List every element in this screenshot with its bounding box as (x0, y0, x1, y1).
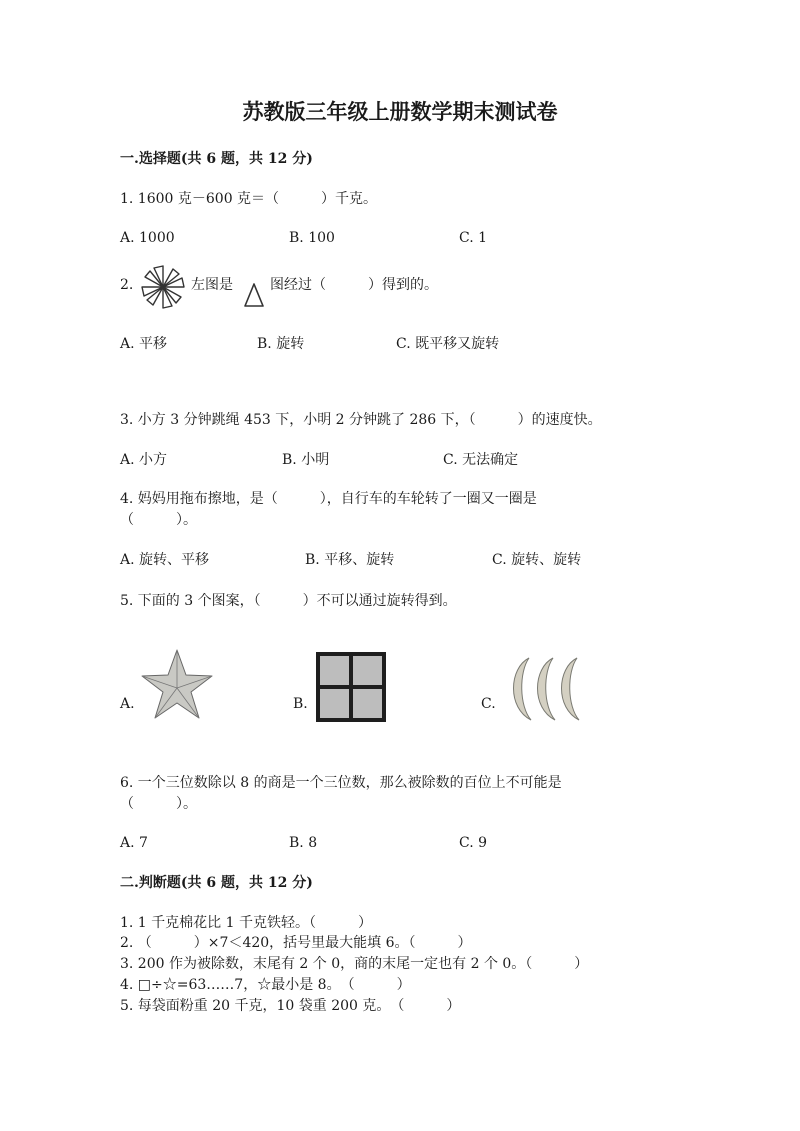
pinwheel-icon (140, 264, 186, 310)
q2-option-c: C. 既平移又旋转 (396, 336, 500, 352)
q3-option-c: C. 无法确定 (443, 452, 519, 468)
question-3: 3. 小方 3 分钟跳绳 453 下，小明 2 分钟跳了 286 下，（ ）的速度快。 (120, 412, 602, 428)
question-4-line2: （ ）。 (120, 512, 197, 528)
q6-option-a: A. 7 (120, 835, 148, 851)
q4-option-b: B. 平移、旋转 (305, 552, 395, 568)
q5-option-a: A. (120, 696, 135, 712)
question-2-number: 2. (120, 277, 134, 293)
crescent-moons-icon (505, 656, 585, 722)
q1-option-b: B. 100 (289, 230, 335, 246)
q2-option-b: B. 旋转 (257, 336, 305, 352)
question-2-text-before: 左图是 (191, 277, 233, 293)
q1-option-a: A. 1000 (120, 230, 175, 246)
four-squares-icon (315, 651, 387, 723)
judgment-item-4: 4. □÷☆=63……7，☆最小是 8。 （ ） (120, 977, 411, 993)
triangle-icon (243, 282, 265, 308)
q3-option-a: A. 小方 (120, 452, 168, 468)
q4-option-a: A. 旋转、平移 (120, 552, 210, 568)
q6-option-c: C. 9 (459, 835, 488, 851)
question-5: 5. 下面的 3 个图案，（ ）不可以通过旋转得到。 (120, 593, 457, 609)
q5-option-c: C. (481, 696, 496, 712)
judgment-item-3: 3. 200 作为被除数，末尾有 2 个 0，商的末尾一定也有 2 个 0。（ ） (120, 956, 589, 972)
q4-option-c: C. 旋转、旋转 (492, 552, 582, 568)
question-2-text-after: 图经过（ ）得到的。 (270, 277, 438, 293)
question-6-line2: （ ）。 (120, 796, 197, 812)
q1-option-c: C. 1 (459, 230, 488, 246)
question-4-line1: 4. 妈妈用拖布擦地，是（ ），自行车的车轮转了一圈又一圈是 (120, 491, 537, 507)
page-title: 苏教版三年级上册数学期末测试卷 (242, 99, 558, 124)
question-1: 1. 1600 克－600 克＝（ ）千克。 (120, 191, 378, 207)
q5-option-b: B. (293, 696, 308, 712)
judgment-item-5: 5. 每袋面粉重 20 千克，10 袋重 200 克。 （ ） (120, 998, 461, 1014)
judgment-item-1: 1. 1 千克棉花比 1 千克铁轻。（ ） (120, 915, 372, 931)
star-icon (140, 648, 214, 722)
q3-option-b: B. 小明 (282, 452, 330, 468)
section-heading-judgment: 二.判断题(共 6 题，共 12 分) (120, 875, 313, 891)
section-heading-choice: 一.选择题(共 6 题，共 12 分) (120, 151, 313, 167)
q2-option-a: A. 平移 (120, 336, 168, 352)
judgment-item-2: 2. （ ）×7＜420，括号里最大能填 6。（ ） (120, 935, 472, 951)
question-6-line1: 6. 一个三位数除以 8 的商是一个三位数，那么被除数的百位上不可能是 (120, 775, 562, 791)
q6-option-b: B. 8 (289, 835, 318, 851)
